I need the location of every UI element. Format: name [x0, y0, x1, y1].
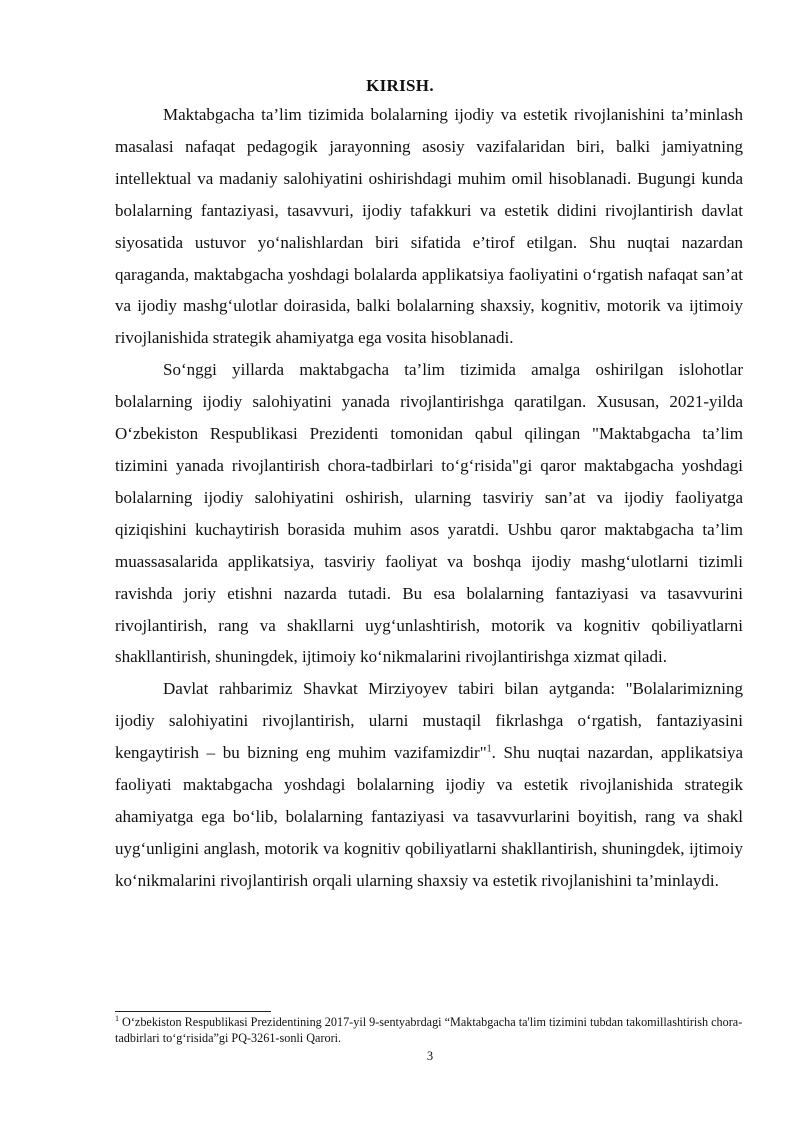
page-number: 3 — [426, 1049, 434, 1063]
paragraph-2: So‘nggi yillarda maktabgacha ta’lim tizimida amalga oshirilgan islohotlar bolalarning ijodiy salohiyatini yanada rivojlantirishga qaratilgan. Xususan, 2021-yilda O‘zbekiston Respublikasi Prezidenti tomonidan qabul qilingan "Maktabgacha ta’lim tizimini yanada rivojlantirish chora-tadbirlari to‘g‘risida"gi qaror maktabgacha yoshdagi bolalarning ijodiy salohiyatini oshirish, ularning tasviriy san’at va ijodiy faoliyatga qiziqishini kuchaytirish borasida muhim asos yaratdi. Ushbu qaror maktabgacha ta’lim muassasalarida applikatsiya, tasviriy faoliyat va boshqa ijodiy mashg‘ulotlarni tizimli ravishda joriy etishni nazarda tutadi. Bu esa bolalarning fantaziyasi va tasavvurini rivojlantirish, rang va shakllarni uyg‘unlashtirish, motorik va kognitiv qobiliyatlarni shakllantirish, shuningdek, ijtimoiy ko‘nikmalarini rivojlantirishga xizmat qiladi. — [115, 360, 743, 667]
footnote-reference-mark[interactable]: 1 — [486, 743, 492, 755]
paragraph-3 — [115, 673, 743, 896]
document-body — [115, 99, 743, 897]
paragraph-1: Maktabgacha ta’lim tizimida bolalarning ijodiy va estetik rivojlanishini ta’minlash masalasi nafaqat pedagogik jarayonning asosiy vazifalaridan biri, balki jamiyatning intellektual va madaniy salohiyatini oshirishdagi muhim omil hisoblanadi. Bugungi kunda bolalarning fantaziyasi, tasavvuri, ijodiy tafakkuri va estetik didini rivojlantirish davlat siyosatida ustuvor yo‘nalishlardan biri sifatida e’tirof etilgan. Shu nuqtai nazardan qaraganda, maktabgacha yoshdagi bolalarda applikatsiya faoliyatini o‘rgatish nafaqat san’at va ijodiy mashg‘ulotlar doirasida, balki bolalarning shaxsiy, kognitiv, motorik va ijtimoiy rivojlanishida strategik ahamiyatga ega vosita hisoblanadi. — [115, 105, 743, 348]
footnote-text: O‘zbekiston Respublikasi Prezidentining 2017-yil 9-sentyabrdagi “Maktabgacha ta'lim tizimini tubdan takomillashtirish chora-tadbirlari to‘g‘risida”gi PQ-3261-sonli Qarori. — [115, 1015, 743, 1045]
footnote-separator — [115, 1011, 271, 1012]
footnote — [115, 1014, 745, 1046]
footnote-mark: 1 — [115, 1013, 119, 1023]
section-title: KIRISH. — [366, 76, 434, 95]
paragraph-3-text-before-ref: Davlat rahbarimiz Shavkat Mirziyoyev tabiri bilan aytganda: "Bolalarimizning ijodiy salohiyatini rivojlantirish, ularni mustaqil fikrlashga o‘rgatish, fantaziyasini kengaytirish – bu bizning eng muhim vazifamizdir" — [115, 679, 743, 763]
paragraph-3-text-after-ref: . Shu nuqtai nazardan, applikatsiya faoliyati maktabgacha yoshdagi bolalarning ijodiy va estetik rivojlanishida strategik ahamiyatga ega bo‘lib, bolalarning fantaziyasi va tasavvurlarini boyitish, rang va shakl uyg‘unligini anglash, motorik va kognitiv qobiliyatlarni shakllantirish, shuningdek, ijtimoiy ko‘nikmalarini rivojlantirish orqali ularning shaxsiy va estetik rivojlanishini ta’minlaydi. — [115, 743, 743, 890]
